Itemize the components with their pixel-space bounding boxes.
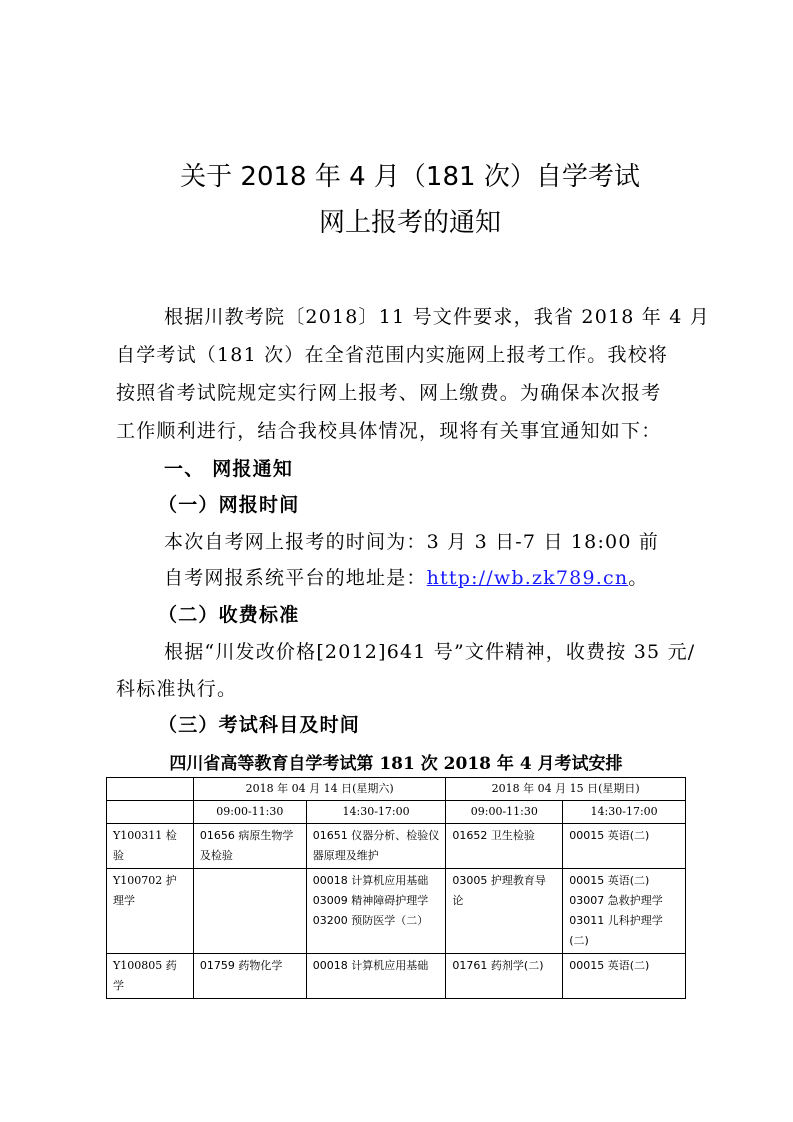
major-cell: Y100702 护理学 bbox=[107, 869, 194, 954]
course-cell bbox=[193, 954, 306, 999]
registration-address bbox=[164, 563, 648, 590]
table-row bbox=[107, 954, 686, 999]
subsection-heading: （三）考试科目及时间 bbox=[158, 714, 361, 736]
time-header: 09:00-11:30 bbox=[446, 801, 563, 824]
course-entry: 00018 计算机应用基础 bbox=[312, 959, 429, 972]
course-cell bbox=[446, 824, 563, 869]
fee-text: 根据“川发改价格[2012]641 号”文件精神，收费按 35 元/ bbox=[164, 641, 696, 663]
table-title: 四川省高等教育自学考试第 181 次 2018 年 4 月考试安排 bbox=[169, 754, 623, 774]
title-line-1: 关于 2018 年 4 月（181 次）自学考试 bbox=[180, 162, 640, 192]
course-entry: 00018 计算机应用基础 bbox=[312, 874, 429, 887]
course-cell bbox=[306, 824, 446, 869]
intro-line: 自学考试（181 次）在全省范围内实施网上报考工作。我校将 bbox=[116, 344, 669, 366]
course-cell bbox=[446, 954, 563, 999]
course-entry: 00015 英语(二) bbox=[569, 959, 650, 972]
date-header: 2018 年 04 月 15 日(星期日) bbox=[446, 778, 686, 801]
empty-cell bbox=[107, 778, 194, 801]
address-suffix: 。 bbox=[628, 567, 649, 589]
section-heading: 一、 网报通知 bbox=[164, 458, 294, 480]
date-header-row bbox=[107, 778, 686, 801]
time-header-row bbox=[107, 801, 686, 824]
course-entry: 00015 英语(二) bbox=[569, 829, 650, 842]
course-cell bbox=[193, 869, 306, 954]
course-entry: 03005 护理教育导论 bbox=[452, 874, 546, 907]
intro-line: 按照省考试院规定实行网上报考、网上缴费。为确保本次报考 bbox=[116, 382, 662, 404]
time-header: 14:30-17:00 bbox=[306, 801, 446, 824]
time-header: 09:00-11:30 bbox=[193, 801, 306, 824]
intro-line: 根据川教考院〔2018〕11 号文件要求，我省 2018 年 4 月 bbox=[164, 306, 710, 328]
exam-schedule-table bbox=[106, 777, 686, 999]
table-row bbox=[107, 869, 686, 954]
registration-time: 本次自考网上报考的时间为：3 月 3 日-7 日 18:00 前 bbox=[164, 531, 660, 553]
course-entry: 03009 精神障碍护理学 bbox=[312, 894, 429, 907]
date-header: 2018 年 04 月 14 日(星期六) bbox=[193, 778, 446, 801]
registration-link[interactable]: http://wb.zk789.cn bbox=[426, 567, 629, 589]
major-cell: Y100805 药学 bbox=[107, 954, 194, 999]
course-cell bbox=[563, 954, 686, 999]
fee-text: 科标准执行。 bbox=[116, 678, 238, 700]
course-entry: 01759 药物化学 bbox=[199, 959, 283, 972]
major-cell: Y100311 检验 bbox=[107, 824, 194, 869]
intro-line: 工作顺利进行，结合我校具体情况，现将有关事宜通知如下： bbox=[116, 420, 662, 442]
subsection-heading: （二）收费标准 bbox=[158, 604, 300, 626]
course-entry: 01652 卫生检验 bbox=[452, 829, 535, 842]
course-entry: 01656 病原生物学及检验 bbox=[199, 829, 294, 862]
course-entry: 01761 药剂学(二) bbox=[452, 959, 544, 972]
course-cell bbox=[563, 869, 686, 954]
address-label: 自考网报系统平台的地址是： bbox=[164, 567, 427, 589]
empty-cell bbox=[107, 801, 194, 824]
course-entry: 03007 急救护理学 bbox=[569, 894, 663, 907]
course-cell bbox=[446, 869, 563, 954]
course-entry: 00015 英语(二) bbox=[569, 874, 650, 887]
subsection-heading: （一）网报时间 bbox=[158, 494, 300, 516]
time-header: 14:30-17:00 bbox=[563, 801, 686, 824]
course-entry: 03011 儿科护理学(二) bbox=[569, 914, 663, 947]
course-entry: 03200 预防医学（二） bbox=[312, 914, 429, 927]
title-line-2: 网上报考的通知 bbox=[318, 208, 501, 238]
course-cell bbox=[563, 824, 686, 869]
course-cell bbox=[306, 954, 446, 999]
table-row bbox=[107, 824, 686, 869]
course-cell bbox=[193, 824, 306, 869]
course-entry: 01651 仪器分析、检验仪器原理及维护 bbox=[312, 829, 440, 862]
course-cell bbox=[306, 869, 446, 954]
